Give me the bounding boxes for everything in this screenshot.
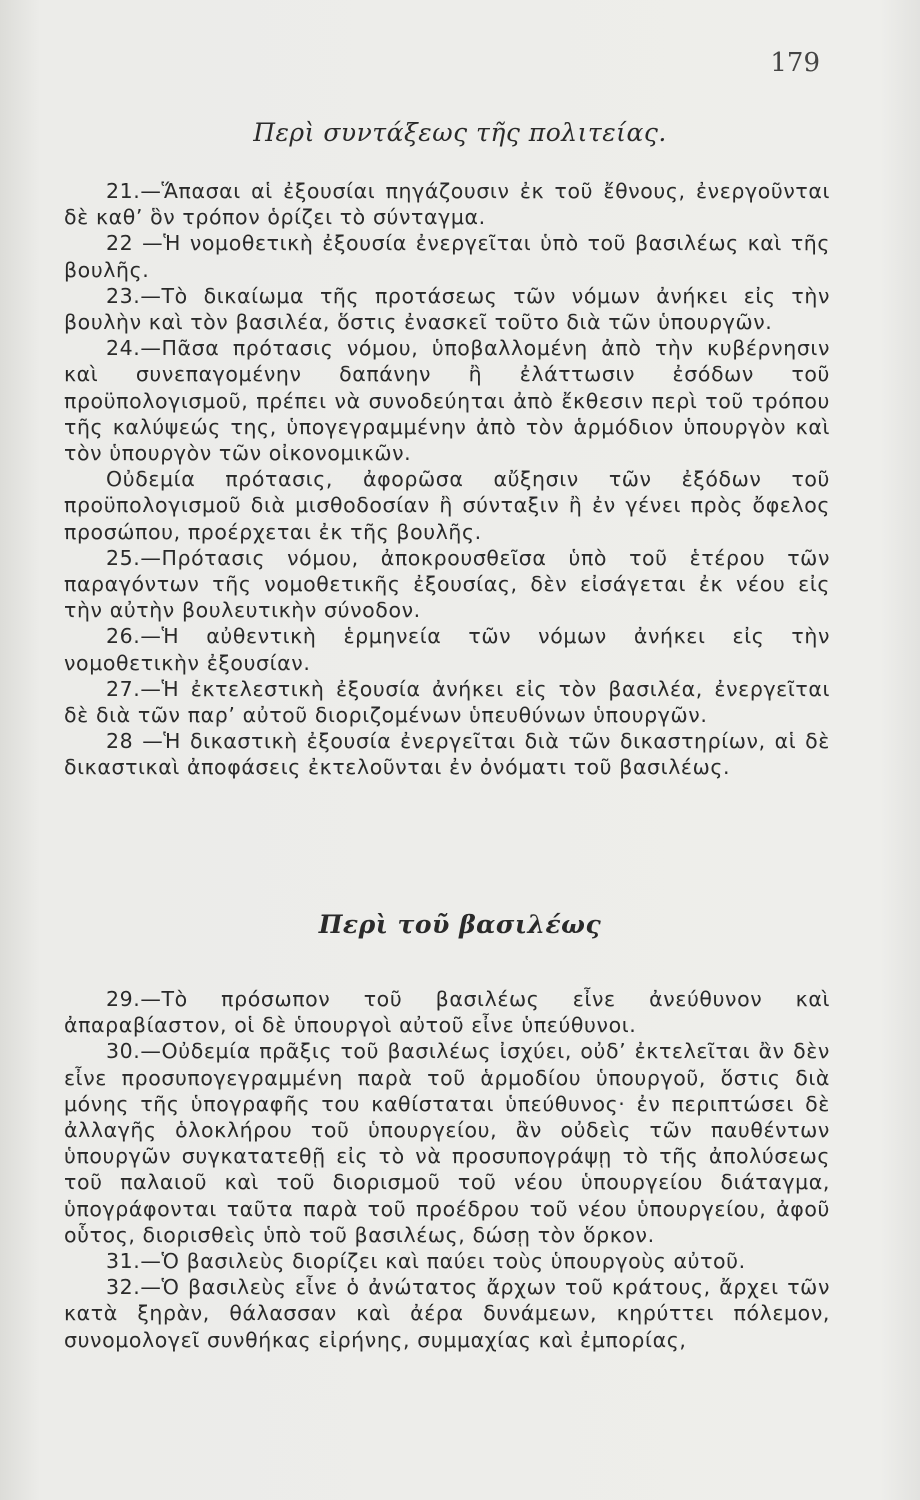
article-24-continued: Οὐδεμία πρότασις, ἀφορῶσα αὔξησιν τῶν ἐξόδων τοῦ προϋπολογισμοῦ διὰ μισθοδοσίαν ἢ σύνταξιν ἢ ἐν γένει πρὸς ὄφελος προσώπου, προέρχεται ἐκ τῆς βουλῆς. — [64, 467, 830, 544]
article-31: 31.—Ὁ βασιλεὺς διορίζει καὶ παύει τοὺς ὑπουργοὺς αὐτοῦ. — [106, 1249, 746, 1274]
article-27: 27.—Ἡ ἐκτελεστικὴ ἐξουσία ἀνήκει εἰς τὸν βασιλέα, ἐνεργεῖται δὲ διὰ τῶν παρ’ αὐτοῦ διοριζομένων ὑπευθύνων ὑπουργῶν. — [64, 676, 830, 728]
article-21: 21.—Ἅπασαι αἱ ἐξουσίαι πηγάζουσιν ἐκ τοῦ ἔθνους, ἐνεργοῦνται δὲ καθ’ ὃν τρόπον ὁρίζει τὸ σύνταγμα. — [64, 179, 830, 230]
article-24: 24.—Πᾶσα πρότασις νόμου, ὑποβαλλομένη ἀπὸ τὴν κυβέρνησιν καὶ συνεπαγομένην δαπάνην ἢ ἐλάττωσιν ἐσόδων τοῦ προϋπολογισμοῦ, πρέπει νὰ συνοδεύηται ἀπὸ ἔκθεσιν περὶ τοῦ τρόπου τῆς καλύψεώς της, ὑπογεγραμμένην ἀπὸ τὸν ἁρμόδιον ὑπουργὸν καὶ τὸν ὑπουργὸν τῶν οἰκονομικῶν. — [64, 336, 830, 466]
article-22: 22 —Ἡ νομοθετικὴ ἐξουσία ἐνεργεῖται ὑπὸ τοῦ βασιλέως καὶ τῆς βουλῆς. — [64, 231, 830, 282]
article-28: 28 —Ἡ δικαστικὴ ἐξουσία ἐνεργεῖται διὰ τῶν δικαστηρίων, αἱ δὲ δικαστικαὶ ἀποφάσεις ἐκτελοῦνται ἐν ὀνόματι τοῦ βασιλέως. — [64, 729, 830, 780]
section-heading-constitution: Περὶ συντάξεως τῆς πολιτείας. — [253, 118, 667, 147]
article-26: 26.—Ἡ αὐθεντικὴ ἑρμηνεία τῶν νόμων ἀνήκει εἰς τὴν νομοθετικὴν ἐξουσίαν. — [64, 624, 830, 675]
article-23: 23.—Τὸ δικαίωμα τῆς προτάσεως τῶν νόμων ἀνήκει εἰς τὴν βουλὴν καὶ τὸν βασιλέα, ὅστις ἐνασκεῖ τοῦτο διὰ τῶν ὑπουργῶν. — [64, 283, 830, 335]
page-number: 179 — [770, 48, 820, 78]
section-body-constitution — [64, 178, 830, 781]
article-25: 25.—Πρότασις νόμου, ἀποκρουσθεῖσα ὑπὸ τοῦ ἑτέρου τῶν παραγόντων τῆς νομοθετικῆς ἐξουσίας, δὲν εἰσάγεται ἐκ νέου εἰς τὴν αὐτὴν βουλευτικὴν σύνοδον. — [64, 545, 830, 623]
article-29: 29.—Τὸ πρόσωπον τοῦ βασιλέως εἶνε ἀνεύθυνον καὶ ἀπαραβίαστον, οἱ δὲ ὑπουργοὶ αὐτοῦ εἶνε ὑπεύθυνοι. — [64, 987, 830, 1038]
article-32: 32.—Ὁ βασιλεὺς εἶνε ὁ ἀνώτατος ἄρχων τοῦ κράτους, ἄρχει τῶν κατὰ ξηρὰν, θάλασσαν καὶ ἀέρα δυνάμεων, κηρύττει πόλεμον, συνομολογεῖ συνθήκας εἰρήνης, συμμαχίας καὶ ἐμπορίας, — [64, 1275, 830, 1352]
section-body-king — [64, 986, 830, 1353]
section-heading-king: Περὶ τοῦ βασιλέως — [318, 910, 602, 939]
article-30: 30.—Οὐδεμία πρᾶξις τοῦ βασιλέως ἰσχύει, οὐδ’ ἐκτελεῖται ἂν δὲν εἶνε προσυπογεγραμμένη παρὰ τοῦ ἁρμοδίου ὑπουργοῦ, ὅστις διὰ μόνης τῆς ὑπογραφῆς του καθίσταται ὑπεύθυνος· ἐν περιπτώσει δὲ ἀλλαγῆς ὁλοκλήρου τοῦ ὑπουργείου, ἂν οὐδεὶς τῶν παυθέντων ὑπουργῶν συγκατατεθῇ εἰς τὸ νὰ προσυπογράψῃ τὸ τῆς ἀπολύσεως τοῦ παλαιοῦ καὶ τοῦ διορισμοῦ τοῦ νέου ὑπουργείου διάταγμα, ὑπογράφονται ταῦτα παρὰ τοῦ προέδρου τοῦ νέου ὑπουργείου, ἀφοῦ οὗτος, διορισθεὶς ὑπὸ τοῦ βασιλέως, δώσῃ τὸν ὅρκον. — [64, 1039, 830, 1247]
